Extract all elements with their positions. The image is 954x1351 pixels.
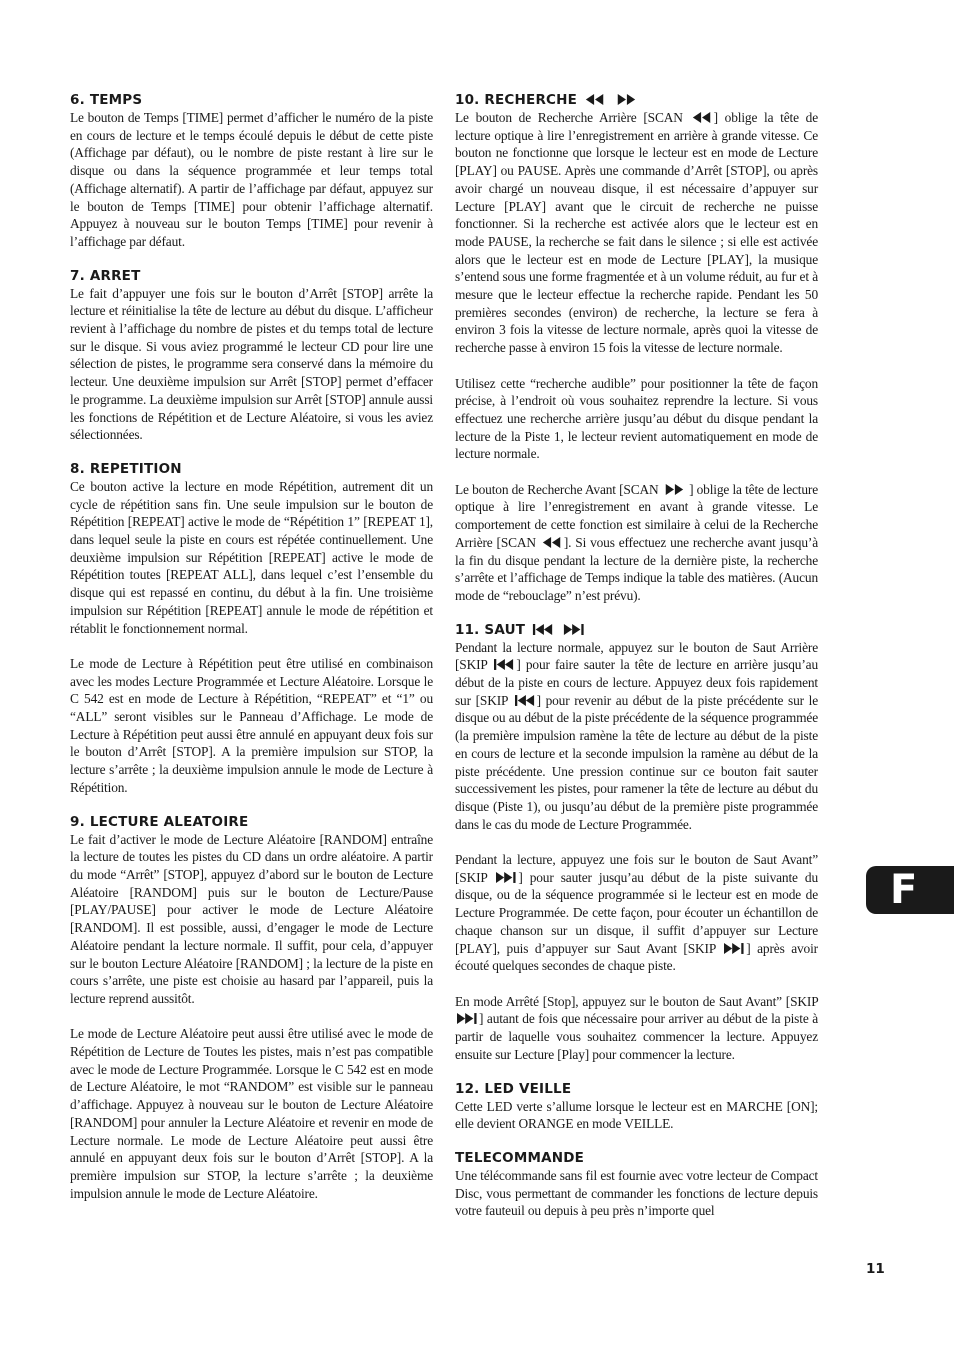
heading-recherche: 10. RECHERCHE — [455, 92, 818, 109]
rewind-icon — [542, 537, 562, 548]
heading-arret: 7. ARRET — [70, 267, 141, 284]
section-arret — [70, 268, 433, 444]
skip-back-icon — [515, 695, 535, 706]
heading-repetition: 8. REPETITION — [70, 460, 182, 477]
paragraph: Le bouton de Recherche Arrière [SCAN ] oblige la tête de lecture optique à lire l’enregistrement en arrière à grande vitesse. Ce bouton ne fonctionne que lorsque le lecteur est en mode de Lecture [PLAY] ou PAUSE. Après une commande d’Arrêt [STOP], ou après avoir chargé un nouveau disque, il est nécessaire d’appuyer sur Lecture [PLAY] avant que le circuit de recherche ne puisse fonctionner. Si la recherche est activée alors que le lecteur est en mode PAUSE, la recherche se fait dans le silence ; si elle est activée alors que le lecteur est en mode de Lecture [PLAY], la musique s’entend sous une forme fragmentée et à un volume réduit, au fur et à mesure que le lecteur effectue la recherche rapide. Pendant les 50 premières secondes (environ) de recherche, la lecture se fera à environ 3 fois la vitesse de lecture normale, après quoi la vitesse de recherche passe à environ 15 fois la vitesse de lecture normale. — [455, 110, 818, 356]
heading-saut: 11. SAUT — [455, 622, 818, 639]
section-lecture-aleatoire — [70, 814, 433, 1203]
skip-forward-icon — [563, 624, 585, 635]
left-column — [70, 92, 433, 1202]
paragraph: Le fait d’appuyer une fois sur le bouton d’Arrêt [STOP] arrête la lecture et réinitialise la tête de lecture au début du disque. L’afficheur revient à l’affichage du nombre de pistes et du temps total de lecture sur le disque. Si vous aviez programmé le lecteur CD pour lire une sélection de pistes, le programme sera conservé dans la mémoire du lecteur. Une deuxième impulsion sur Arrêt [STOP] permet d’effacer le programme. La deuxième impulsion sur Arrêt [STOP] annule aussi les fonctions de Répétition et de Lecture Aléatoire, si vous les aviez sélectionnées. — [70, 285, 433, 443]
heading-lecture-aleatoire: 9. LECTURE ALEATOIRE — [70, 813, 249, 830]
section-led-veille — [455, 1081, 818, 1133]
section-recherche — [455, 92, 818, 605]
heading-telecommande: TELECOMMANDE — [455, 1149, 585, 1166]
paragraph: Pendant la lecture normale, appuyez sur le bouton de Saut Arrière [SKIP ] pour faire sauter la tête de lecture en arrière jusqu’au début de la piste en cours de lecture. Appuyez deux fois rapidement sur [SKIP ] pour revenir au début de la piste précédente sur le disque ou au début de la piste précédente de la séquence programmée (la première impulsion ramène la tête de lecture au début de la piste en cours de lecture et la seconde impulsion la ramène au début de la piste précédente. Une pression continue sur ce bouton fait sauter successivement les pistes, pour ramener la tête de lecture au début du disque (Piste 1), ou jusqu’au début de la première piste programmée dans le cas du mode de Lecture Programmée. — [455, 639, 818, 832]
paragraph: Le bouton de Recherche Avant [SCAN ] oblige la tête de lecture optique à lire l’enregistrement en avant à grande vitesse. Le comportement de cette fonction est similaire à celui de la Recherche Arrière [SCAN ]. Si vous effectuez une recherche avant jusqu’à la fin du disque pendant la lecture de la dernière piste, la recherche s’arrête et l’affichage de Temps indique la table des matières. (Aucun mode de “rebouclage” n’est prévu). — [455, 481, 819, 603]
heading-temps: 6. TEMPS — [70, 92, 143, 108]
fast-forward-icon — [615, 94, 637, 105]
skip-forward-icon — [457, 1013, 477, 1024]
skip-back-icon — [494, 659, 514, 670]
skip-forward-icon — [724, 943, 744, 954]
paragraph: Cette LED verte s’allume lorsque le lecteur est en MARCHE [ON]; elle devient ORANGE en mode VEILLE. — [455, 1098, 818, 1132]
paragraph: Utilisez cette “recherche audible” pour positionner la tête de façon précise, à l’endroit où vous souhaitez reprendre la lecture. Si vous effectuez une recherche arrière jusqu’au début du disque pendant la lecture de la Piste 1, le lecteur revient automatiquement en mode de lecture normale. — [455, 375, 818, 462]
section-repetition — [70, 461, 433, 797]
section-temps — [70, 92, 433, 251]
language-tab-letter: F — [890, 867, 918, 913]
paragraph: Le fait d’activer le mode de Lecture Aléatoire [RANDOM] entraîne la lecture de toutes les pistes du CD dans un ordre aléatoire. A partir du mode “Arrêt” [STOP], appuyez d’abord sur le bouton de Lecture Aléatoire [RANDOM] puis sur le bouton de Lecture/Pause [PLAY/PAUSE] pour activer le mode de Lecture Aléatoire [RANDOM]. Il est possible, aussi, d’engager le mode de Lecture Aléatoire pendant la lecture normale. Il suffit, pour cela, d’appuyer sur le bouton Lecture Aléatoire [RANDOM] ; la lecture de la piste en cours s’arrête, une piste est choisie au hasard par l’appareil, puis la lecture reprend aussitôt. — [70, 831, 433, 1006]
right-column — [455, 92, 818, 1220]
paragraph: Le mode de Lecture Aléatoire peut aussi être utilisé avec le mode de Répétition de Lecture de Toutes les pistes, mais n’est pas compatible avec le mode de Lecture Programmée. Lorsque le C 542 est en mode de Lecture Aléatoire, le mot “RANDOM” est visible sur le panneau d’affichage. Appuyez à nouveau sur le bouton de Lecture Aléatoire [RANDOM] pour annuler la Lecture Aléatoire et revenir en mode de Lecture normale. Le mode de Lecture Aléatoire peut aussi être annulé en appuyant deux fois sur le bouton d’Arrêt [STOP]. A la première impulsion sur STOP, la lecture s’arrête ; la deuxième impulsion annule le mode de Lecture Aléatoire. — [70, 1026, 433, 1201]
rewind-icon — [584, 94, 606, 105]
paragraph: Le mode de Lecture à Répétition peut être utilisé en combinaison avec les modes Lecture Programmée et Lecture Aléatoire. Lorsque le C 542 est en mode de Lecture à Répétition, “REPEAT” et “1” ou “ALL” seront visibles sur le Panneau d’Affichage. Le mode de Lecture à Répétition peut aussi être annulé en appuyant deux fois sur le bouton d’Arrêt [STOP]. A la première impulsion sur STOP, la lecture s’arrête ; la deuxième impulsion annule le mode de Lecture à Répétition. — [70, 655, 433, 795]
rewind-icon — [692, 112, 712, 123]
language-tab — [866, 866, 954, 914]
skip-back-icon — [532, 624, 554, 635]
page-number: 11 — [866, 1261, 885, 1277]
paragraph: En mode Arrêté [Stop], appuyez sur le bouton de Saut Avant” [SKIP ] autant de fois que nécessaire pour arriver au début de la piste à partir de laquelle vous souhaitez commencer la lecture. Appuyez ensuite sur Lecture [Play] pour commencer la lecture. — [455, 993, 818, 1062]
paragraph: Le bouton de Temps [TIME] permet d’afficher le numéro de la piste en cours de lecture et le temps écoulé depuis le début de cette piste (Affichage par défaut), ou le nombre de piste restant à lire sur le disque ou dans la séquence programmée et leur temps total (Affichage alternatif). A partir de l’affichage par défaut, appuyez sur le bouton de Temps [TIME] pour obtenir l’affichage alternatif. Appuyez à nouveau sur le bouton Temps [TIME] pour revenir à l’affichage par défaut. — [70, 110, 433, 249]
section-saut — [455, 622, 818, 1064]
paragraph: Une télécommande sans fil est fournie avec votre lecteur de Compact Disc, vous permettant de commander les fonctions de lecture depuis votre fauteuil ou depuis à peu près n’importe quel — [455, 1167, 818, 1219]
paragraph: Pendant la lecture, appuyez une fois sur le bouton de Saut Avant” [SKIP ] pour sauter jusqu’au début de la piste suivante du disque, ou de la séquence programmée si le lecteur est en mode de Lecture Programmée. De cette façon, pour écouter un échantillon de chaque chanson sur un disque, il suffit d’appuyer sur Lecture [PLAY], puis d’appuyer sur Saut Avant [SKIP ] après avoir écouté quelques secondes de chaque piste. — [455, 852, 818, 974]
fast-forward-icon — [664, 484, 684, 495]
heading-led-veille: 12. LED VEILLE — [455, 1080, 572, 1097]
skip-forward-icon — [496, 872, 516, 883]
paragraph: Ce bouton active la lecture en mode Répétition, autrement dit un cycle de répétition sans fin. Une seule impulsion sur le bouton de Répétition [REPEAT] active le mode de “Répétition 1” [REPEAT 1], dans lequel seule la piste en cours est répétée continuellement. Une deuxième impulsion sur Répétition [REPEAT] active le mode de Répétition toutes [REPEAT ALL], dans lequel c’est l’ensemble du disque qui est repassé en continu, du début à la fin. Une troisième impulsion sur Répétition [REPEAT] annule le mode de répétition et rétablit le fonctionnement normal. — [70, 478, 433, 636]
section-telecommande — [455, 1150, 818, 1220]
